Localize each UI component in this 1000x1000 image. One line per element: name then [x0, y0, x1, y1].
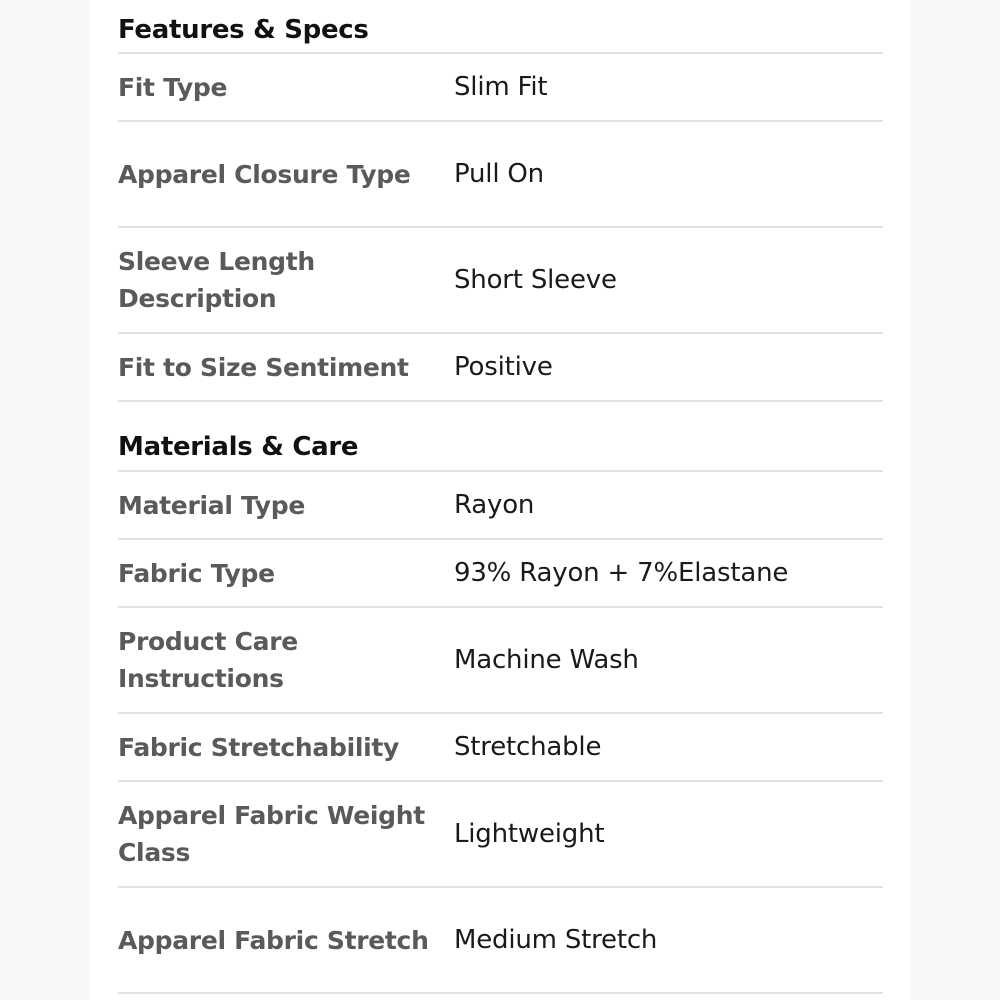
product-details-panel [90, 0, 910, 1000]
spec-label: Sleeve Length Description [118, 247, 315, 313]
materials-care-heading: Materials & Care [118, 402, 883, 472]
spec-value: Lightweight [454, 819, 605, 849]
spec-label: Material Type [118, 490, 306, 520]
spec-row-fit-type [118, 54, 883, 122]
spec-value: Rayon [454, 490, 535, 520]
spec-label: Apparel Closure Type [118, 159, 411, 189]
spec-row-stretchability [118, 714, 883, 782]
spec-row-fabric-type [118, 540, 883, 608]
spec-row-closure-type [118, 122, 883, 228]
spec-row-material-type [118, 472, 883, 540]
spec-value: Positive [454, 352, 553, 382]
spec-label: Apparel Fabric Stretch [118, 925, 429, 955]
spec-row-fabric-stretch [118, 888, 883, 994]
spec-label: Fit Type [118, 72, 228, 102]
spec-label: Product Care Instructions [118, 627, 298, 693]
spec-label: Fabric Type [118, 558, 275, 588]
spec-row-care-instructions [118, 608, 883, 714]
spec-row-sleeve-length [118, 228, 883, 334]
spec-value: Machine Wash [454, 645, 639, 675]
spec-label: Apparel Fabric Weight Class [118, 801, 425, 867]
spec-value: Stretchable [454, 732, 602, 762]
spec-value: Slim Fit [454, 72, 548, 102]
spec-label: Fabric Stretchability [118, 732, 400, 762]
spec-row-weight-class [118, 782, 883, 888]
product-details-content [118, 8, 883, 994]
spec-value: Pull On [454, 159, 544, 189]
spec-value: 93% Rayon + 7%Elastane [454, 558, 789, 588]
spec-row-fit-sentiment [118, 334, 883, 402]
features-specs-heading: Features & Specs [118, 8, 883, 54]
spec-value: Short Sleeve [454, 265, 617, 295]
spec-label: Fit to Size Sentiment [118, 352, 409, 382]
spec-value: Medium Stretch [454, 925, 658, 955]
